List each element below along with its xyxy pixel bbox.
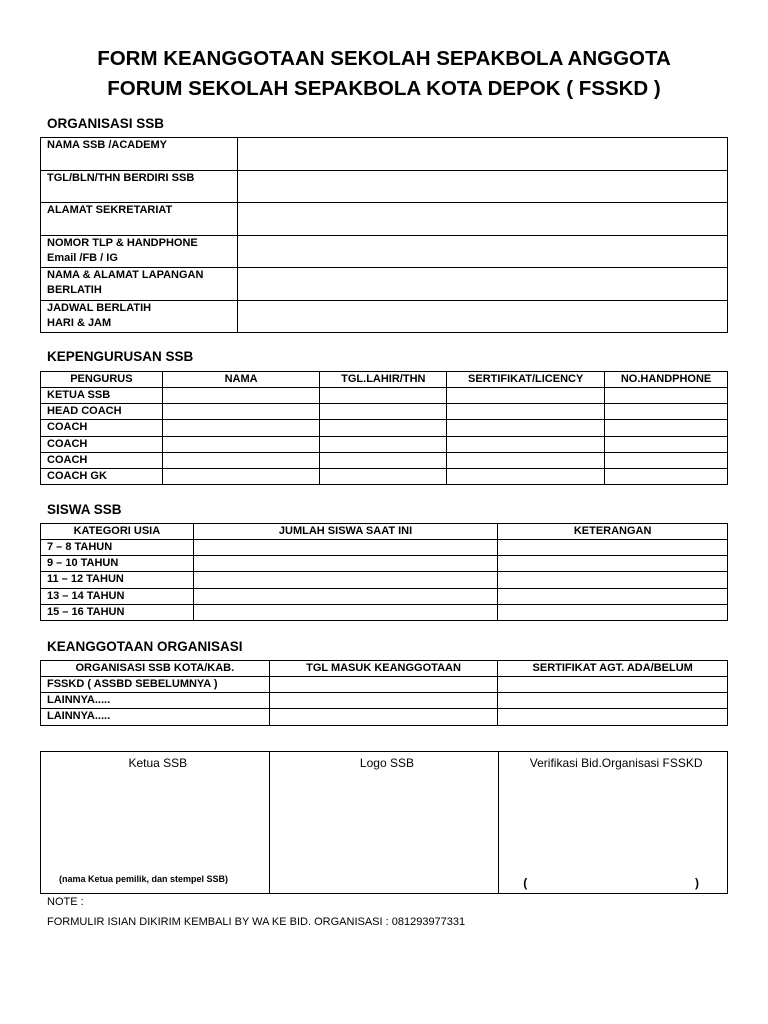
table-row xyxy=(41,420,728,436)
column-header: SERTIFIKAT AGT. ADA/BELUM xyxy=(498,661,728,677)
table-cell-input[interactable] xyxy=(162,468,320,484)
field-label xyxy=(41,268,238,301)
ketua-note: (nama Ketua pemilik, dan stempel SSB) xyxy=(59,874,229,884)
row-label: HEAD COACH xyxy=(41,404,163,420)
table-cell-input[interactable] xyxy=(269,677,498,693)
table-cell-input[interactable] xyxy=(605,404,728,420)
table-row xyxy=(41,468,728,484)
row-label: COACH xyxy=(41,420,163,436)
table-row xyxy=(41,203,728,236)
signature-table xyxy=(40,751,728,894)
row-label: 11 – 12 TAHUN xyxy=(41,572,194,588)
table-cell-input[interactable] xyxy=(162,404,320,420)
field-label-line-2: BERLATIH xyxy=(47,284,102,296)
table-row xyxy=(41,138,728,171)
table-row xyxy=(41,588,728,604)
verifikasi-box[interactable] xyxy=(499,752,728,894)
field-input[interactable] xyxy=(238,268,728,301)
row-label: 9 – 10 TAHUN xyxy=(41,556,194,572)
ketua-ssb-box[interactable] xyxy=(41,752,270,894)
column-header: JUMLAH SISWA SAAT INI xyxy=(193,524,497,540)
section-heading-organisasi: ORGANISASI SSB xyxy=(47,116,165,131)
table-cell-input[interactable] xyxy=(605,468,728,484)
table-cell-input[interactable] xyxy=(447,452,605,468)
table-cell-input[interactable] xyxy=(605,388,728,404)
table-cell-input[interactable] xyxy=(193,588,497,604)
table-cell-input[interactable] xyxy=(269,693,498,709)
table-row xyxy=(41,540,728,556)
table-cell-input[interactable] xyxy=(605,436,728,452)
section-heading-keanggotaan: KEANGGOTAAN ORGANISASI xyxy=(47,639,243,654)
field-label-line-1: NOMOR TLP & HANDPHONE xyxy=(47,236,198,249)
field-input[interactable] xyxy=(238,170,728,203)
table-row xyxy=(41,677,728,693)
table-cell-input[interactable] xyxy=(320,404,447,420)
keanggotaan-table xyxy=(40,660,728,726)
table-cell-input[interactable] xyxy=(498,709,728,725)
column-header: PENGURUS xyxy=(41,372,163,388)
field-label xyxy=(41,235,238,268)
table-row xyxy=(41,556,728,572)
table-cell-input[interactable] xyxy=(320,388,447,404)
table-cell-input[interactable] xyxy=(447,420,605,436)
row-label: 15 – 16 TAHUN xyxy=(41,604,194,620)
section-heading-kepengurusan: KEPENGURUSAN SSB xyxy=(47,349,194,364)
kepengurusan-table xyxy=(40,371,728,485)
table-cell-input[interactable] xyxy=(605,452,728,468)
section-heading-siswa: SISWA SSB xyxy=(47,502,122,517)
row-label: KETUA SSB xyxy=(41,388,163,404)
column-header: TGL MASUK KEANGGOTAAN xyxy=(269,661,498,677)
table-cell-input[interactable] xyxy=(193,556,497,572)
siswa-table xyxy=(40,523,728,621)
logo-ssb-box[interactable] xyxy=(269,752,499,894)
table-cell-input[interactable] xyxy=(605,420,728,436)
table-row xyxy=(41,572,728,588)
field-input[interactable] xyxy=(238,203,728,236)
table-row xyxy=(41,170,728,203)
field-label-line-1: TGL/BLN/THN BERDIRI SSB xyxy=(47,171,195,184)
field-input[interactable] xyxy=(238,235,728,268)
row-label: COACH GK xyxy=(41,468,163,484)
table-cell-input[interactable] xyxy=(447,468,605,484)
table-cell-input[interactable] xyxy=(498,677,728,693)
field-input[interactable] xyxy=(238,138,728,171)
verifikasi-name-parens xyxy=(523,876,699,891)
column-header: KETERANGAN xyxy=(498,524,728,540)
table-cell-input[interactable] xyxy=(447,404,605,420)
table-cell-input[interactable] xyxy=(320,436,447,452)
table-cell-input[interactable] xyxy=(193,572,497,588)
row-label: 13 – 14 TAHUN xyxy=(41,588,194,604)
table-row xyxy=(41,604,728,620)
column-header: KATEGORI USIA xyxy=(41,524,194,540)
column-header: NO.HANDPHONE xyxy=(605,372,728,388)
table-cell-input[interactable] xyxy=(447,388,605,404)
organisasi-table xyxy=(40,137,728,333)
column-header: SERTIFIKAT/LICENCY xyxy=(447,372,605,388)
table-cell-input[interactable] xyxy=(162,452,320,468)
field-label-line-1: NAMA SSB /ACADEMY xyxy=(47,139,167,151)
column-header: NAMA xyxy=(162,372,320,388)
table-cell-input[interactable] xyxy=(162,420,320,436)
field-label-line-2: HARI & JAM xyxy=(47,316,112,329)
table-cell-input[interactable] xyxy=(269,709,498,725)
table-cell-input[interactable] xyxy=(320,452,447,468)
table-cell-input[interactable] xyxy=(193,540,497,556)
row-label: FSSKD ( ASSBD SEBELUMNYA ) xyxy=(41,677,270,693)
paren-close: ) xyxy=(695,876,699,890)
field-label-line-1: ALAMAT SEKRETARIAT xyxy=(47,204,173,216)
table-row xyxy=(41,709,728,725)
row-label: 7 – 8 TAHUN xyxy=(41,540,194,556)
table-cell-input[interactable] xyxy=(320,468,447,484)
table-cell-input[interactable] xyxy=(162,436,320,452)
row-label: LAINNYA..... xyxy=(41,693,270,709)
table-row xyxy=(41,388,728,404)
field-label xyxy=(41,203,238,236)
table-cell-input[interactable] xyxy=(498,556,728,572)
field-input[interactable] xyxy=(238,300,728,333)
table-row xyxy=(41,693,728,709)
field-label xyxy=(41,170,238,203)
field-label-line-1: JADWAL BERLATIH xyxy=(47,301,152,314)
verifikasi-label: Verifikasi Bid.Organisasi FSSKD xyxy=(529,756,703,770)
field-label-line-1: NAMA & ALAMAT LAPANGAN xyxy=(47,269,204,281)
table-cell-input[interactable] xyxy=(447,436,605,452)
table-cell-input[interactable] xyxy=(498,588,728,604)
table-cell-input[interactable] xyxy=(498,540,728,556)
table-cell-input[interactable] xyxy=(320,420,447,436)
ketua-ssb-label: Ketua SSB xyxy=(128,756,188,770)
row-label: LAINNYA..... xyxy=(41,709,270,725)
field-label xyxy=(41,300,238,333)
table-row xyxy=(41,404,728,420)
form-title-line-2: FORUM SEKOLAH SEPAKBOLA KOTA DEPOK ( FSSKD ) xyxy=(107,77,661,100)
table-row xyxy=(41,436,728,452)
table-row xyxy=(41,235,728,268)
table-cell-input[interactable] xyxy=(498,604,728,620)
row-label: COACH xyxy=(41,436,163,452)
table-cell-input[interactable] xyxy=(498,693,728,709)
column-header: ORGANISASI SSB KOTA/KAB. xyxy=(41,661,270,677)
table-cell-input[interactable] xyxy=(498,572,728,588)
table-cell-input[interactable] xyxy=(162,388,320,404)
note-text: FORMULIR ISIAN DIKIRIM KEMBALI BY WA KE BID. ORGANISASI : 081293977331 xyxy=(47,916,466,928)
paren-open: ( xyxy=(523,876,528,890)
table-row xyxy=(41,300,728,333)
column-header: TGL.LAHIR/THN xyxy=(320,372,447,388)
table-cell-input[interactable] xyxy=(193,604,497,620)
note-label: NOTE : xyxy=(47,896,84,908)
row-label: COACH xyxy=(41,452,163,468)
table-row xyxy=(41,268,728,301)
form-title-line-1: FORM KEANGGOTAAN SEKOLAH SEPAKBOLA ANGGOTA xyxy=(97,47,671,70)
table-row xyxy=(41,452,728,468)
field-label xyxy=(41,138,238,171)
field-label-line-2: Email /FB / IG xyxy=(47,251,118,264)
logo-ssb-label: Logo SSB xyxy=(359,756,414,770)
